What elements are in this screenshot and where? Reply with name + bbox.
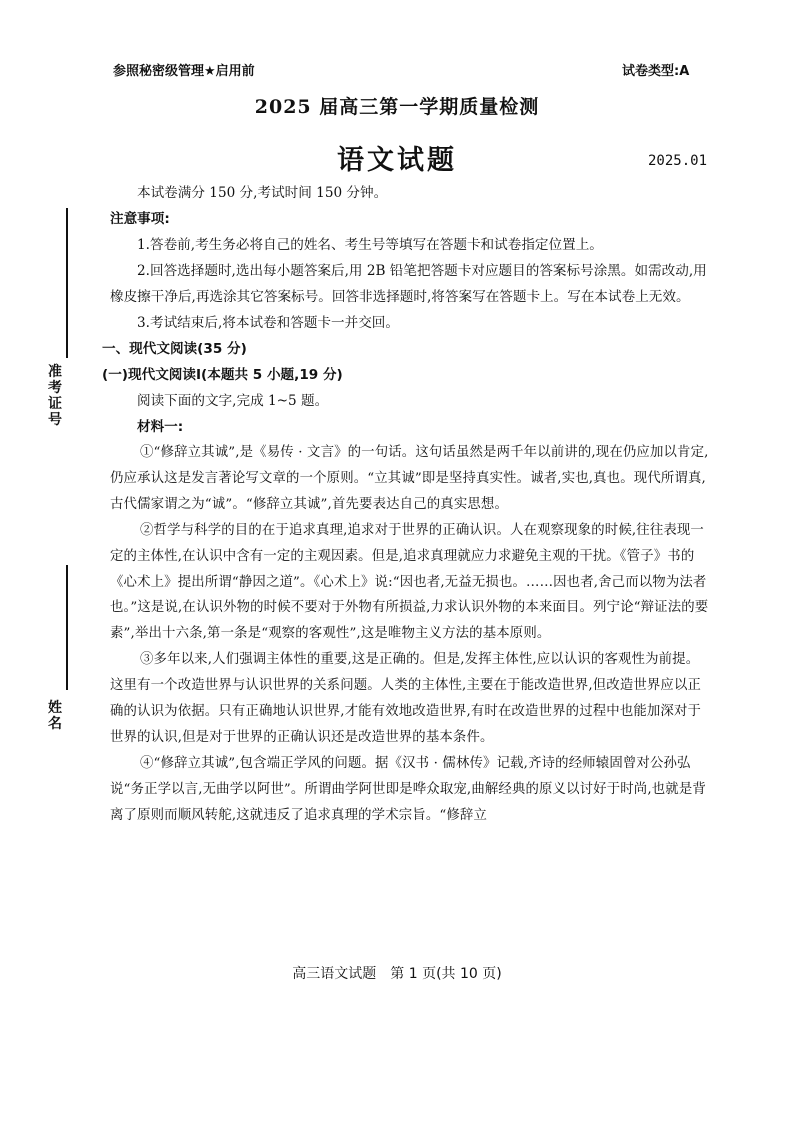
reading-instruction: 阅读下面的文字,完成 1~5 题。 (137, 393, 329, 409)
paper-type: 试卷类型:A (622, 64, 690, 79)
exam-title: 2025 届高三第一学期质量检测 (254, 96, 540, 118)
notice-2: 2.回答选择题时,选出每小题答案后,用 2B 铅笔把答题卡对应题目的答案标号涂黑。如需改动,用橡皮擦干净后,再选涂其它答案标号。回答非选择题时,将答案写在答题卡上。写在本试卷上无效。 (110, 263, 707, 305)
subject-title: 语文试题 (337, 145, 457, 176)
paragraph-4: ④“修辞立其诚”,包含端正学风的问题。据《汉书 · 儒林传》记载,齐诗的经师辕固曾对公孙弘说“务正学以言,无曲学以阿世”。所谓曲学阿世即是哗众取宠,曲解经典的原义以讨好于时尚,也就是背离了原则而顺风转舵,这就违反了追求真理的学术宗旨。“修辞立 (110, 755, 706, 823)
notice-1: 1.答卷前,考生务必将自己的姓名、考生号等填写在答题卡和试卷指定位置上。 (137, 237, 603, 253)
admission-no-line (66, 208, 68, 358)
page-content (102, 180, 710, 829)
page-footer: 高三语文试题 第 1 页(共 10 页) (292, 966, 502, 982)
name-line (66, 565, 68, 690)
section-sub-heading: (一)现代文阅读Ⅰ(本题共 5 小题,19 分) (102, 367, 343, 383)
paragraph-1: ①“修辞立其诚”,是《易传 · 文言》的一句话。这句话虽然是两千年以前讲的,现在仍应加以肯定,仍应承认这是发言著论写文章的一个原则。“立其诚”即是坚持真实性。诚者,实也,真也。现代所谓真,古代儒家谓之为“诚”。“修辞立其诚”,首先要表达自己的真实思想。 (110, 445, 709, 512)
admission-no-label: 准考证号 (48, 364, 62, 428)
material-label: 材料一: (137, 419, 184, 435)
score-time: 本试卷满分 150 分,考试时间 150 分钟。 (137, 185, 388, 201)
secret-notice: 参照秘密级管理★启用前 (113, 64, 255, 79)
exam-date: 2025.01 (648, 153, 708, 169)
paragraph-3: ③多年以来,人们强调主体性的重要,这是正确的。但是,发挥主体性,应以认识的客观性为前提。这里有一个改造世界与认识世界的关系问题。人类的主体性,主要在于能改造世界,但改造世界应以正确的认识为依据。只有正确地认识世界,才能有效地改造世界,有时在改造世界的过程中也能加深对于世界的认识,但是对于世界的正确认识还是改造世界的基本条件。 (110, 652, 702, 745)
notice-3: 3.考试结束后,将本试卷和答题卡一并交回。 (137, 315, 399, 331)
section-heading: 一、现代文阅读(35 分) (102, 341, 247, 357)
notice-heading: 注意事项: (110, 211, 170, 227)
paragraph-2: ②哲学与科学的目的在于追求真理,追求对于世界的正确认识。人在观察现象的时候,往往表现一定的主体性,在认识中含有一定的主观因素。但是,追求真理就应力求避免主观的干扰。《管子》书的《心术上》提出所谓“静因之道”。《心术上》说:“因也者,无益无损也。……因也者,舍己而以物为法者也。”这是说,在认识外物的时候不要对于外物有所损益,力求认识外物的本来面目。列宁论“辩证法的要素”,举出十六条,第一条是“观察的客观性”,这是唯物主义方法的基本原则。 (110, 522, 709, 642)
name-label: 姓名 (48, 700, 62, 732)
